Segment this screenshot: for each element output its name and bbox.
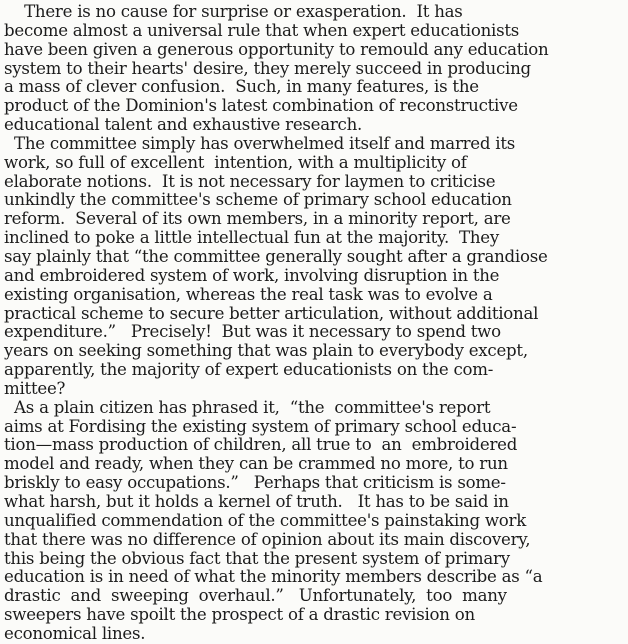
text-line: that there was no difference of opinion about its main discovery, bbox=[4, 530, 531, 549]
text-line: unqualified commendation of the committee's painstaking work bbox=[4, 511, 527, 530]
text-line: education is in need of what the minority members describe as “a bbox=[4, 567, 543, 586]
text-line: unkindly the committee's scheme of primary school education bbox=[4, 190, 512, 209]
text-line: this being the obvious fact that the present system of primary bbox=[4, 549, 510, 568]
text-line: years on seeking something that was plain to everybody except, bbox=[4, 341, 528, 360]
text-line: sweepers have spoilt the prospect of a drastic revision on bbox=[4, 605, 475, 624]
text-line: a mass of clever confusion. Such, in many features, is the bbox=[4, 77, 479, 96]
text-line: apparently, the majority of expert educationists on the com- bbox=[4, 360, 494, 379]
text-line: There is no cause for surprise or exasperation. It has bbox=[4, 2, 463, 21]
text-line: educational talent and exhaustive research. bbox=[4, 115, 363, 134]
text-line: and embroidered system of work, involving disruption in the bbox=[4, 266, 500, 285]
text-line: economical lines. bbox=[4, 624, 146, 643]
text-line: elaborate notions. It is not necessary for laymen to criticise bbox=[4, 172, 496, 191]
text-line: tion—mass production of children, all true to an embroidered bbox=[4, 435, 518, 454]
text-line: model and ready, when they can be crammed no more, to run bbox=[4, 454, 508, 473]
text-line: aims at Fordising the existing system of primary school educa- bbox=[4, 417, 517, 436]
text-line: become almost a universal rule that when expert educationists bbox=[4, 21, 520, 40]
text-line: As a plain citizen has phrased it, “the committee's report bbox=[4, 398, 491, 417]
text-line: work, so full of excellent intention, with a multiplicity of bbox=[4, 153, 467, 172]
text-line: system to their hearts' desire, they merely succeed in producing bbox=[4, 59, 531, 78]
text-line: practical scheme to secure better articulation, without additional bbox=[4, 304, 539, 323]
text-line: drastic and sweeping overhaul.” Unfortunately, too many bbox=[4, 586, 507, 605]
text-line: product of the Dominion's latest combination of reconstructive bbox=[4, 96, 518, 115]
text-line: reform. Several of its own members, in a minority report, are bbox=[4, 209, 511, 228]
text-line: mittee? bbox=[4, 379, 66, 398]
text-line: The committee simply has overwhelmed itself and marred its bbox=[4, 134, 516, 153]
text-line: have been given a generous opportunity to remould any education bbox=[4, 40, 549, 59]
text-line: what harsh, but it holds a kernel of truth. It has to be said in bbox=[4, 492, 509, 511]
text-line: briskly to easy occupations.” Perhaps that criticism is some- bbox=[4, 473, 506, 492]
text-line: existing organisation, whereas the real task was to evolve a bbox=[4, 285, 493, 304]
text-line: say plainly that “the committee generally sought after a grandiose bbox=[4, 247, 548, 266]
text-line: inclined to poke a little intellectual fun at the majority. They bbox=[4, 228, 500, 247]
text-line: expenditure.” Precisely! But was it necessary to spend two bbox=[4, 322, 501, 341]
